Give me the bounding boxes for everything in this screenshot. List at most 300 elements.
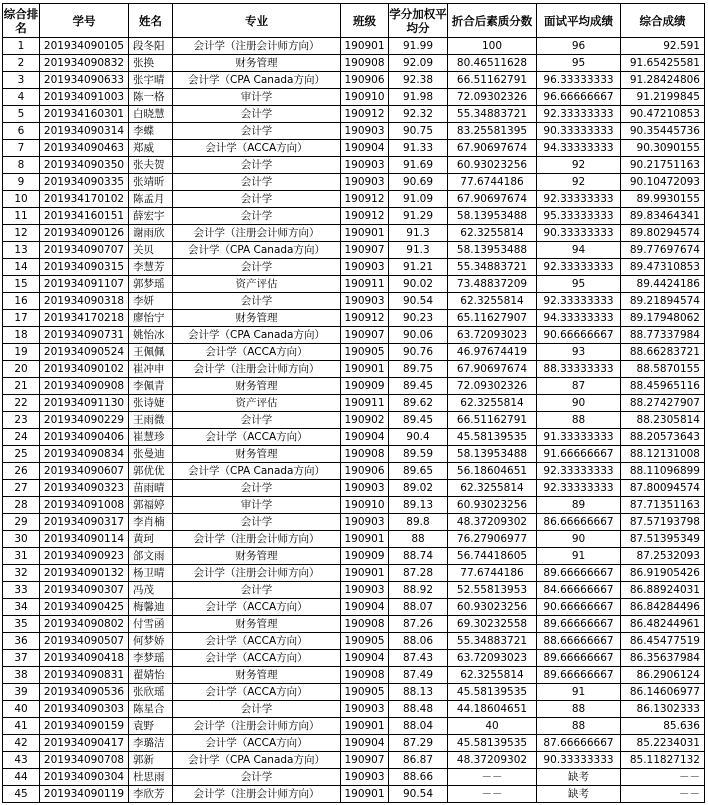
ranking-table xyxy=(2,3,705,803)
interview-score-cell: 90.66666667 xyxy=(537,599,621,616)
student-id-cell: 201934090303 xyxy=(40,701,129,718)
name-cell: 翟婧怡 xyxy=(129,667,173,684)
major-cell: 会计学（ACCA方向） xyxy=(173,633,341,650)
quality-score-cell: 48.37209302 xyxy=(448,752,537,769)
interview-score-cell: 92.33333333 xyxy=(537,106,621,123)
major-cell: 会计学（ACCA方向） xyxy=(173,140,341,157)
class-cell: 190901 xyxy=(341,786,389,803)
total-score-cell: 86.88924031 xyxy=(621,582,705,599)
name-cell: 李妍 xyxy=(129,293,173,310)
gpa-cell: 87.28 xyxy=(389,565,448,582)
total-score-cell: 85.636 xyxy=(621,718,705,735)
table-row xyxy=(3,786,705,803)
table-row xyxy=(3,327,705,344)
name-cell: 张诗婕 xyxy=(129,395,173,412)
name-cell: 张欣瑶 xyxy=(129,684,173,701)
gpa-cell: 90.02 xyxy=(389,276,448,293)
interview-score-cell: 90.33333333 xyxy=(537,123,621,140)
total-score-cell: 86.91905426 xyxy=(621,565,705,582)
rank-cell: 29 xyxy=(3,514,40,531)
class-cell: 190909 xyxy=(341,548,389,565)
gpa-cell: 90.4 xyxy=(389,429,448,446)
class-cell: 190904 xyxy=(341,599,389,616)
gpa-cell: 91.3 xyxy=(389,242,448,259)
major-cell: 财务管理 xyxy=(173,548,341,565)
table-row xyxy=(3,293,705,310)
total-score-cell: 86.2906124 xyxy=(621,667,705,684)
interview-score-cell: 95 xyxy=(537,276,621,293)
interview-score-cell: 90 xyxy=(537,395,621,412)
rank-cell: 6 xyxy=(3,123,40,140)
rank-cell: 9 xyxy=(3,174,40,191)
class-cell: 190912 xyxy=(341,310,389,327)
class-cell: 190907 xyxy=(341,327,389,344)
interview-score-cell: 92 xyxy=(537,174,621,191)
name-cell: 杨卫晴 xyxy=(129,565,173,582)
student-id-cell: 201934090105 xyxy=(40,38,129,55)
quality-score-cell: 62.3255814 xyxy=(448,225,537,242)
total-score-cell: 89.77697674 xyxy=(621,242,705,259)
student-id-cell: 201934090831 xyxy=(40,667,129,684)
rank-cell: 38 xyxy=(3,667,40,684)
student-id-cell: 201934090708 xyxy=(40,752,129,769)
rank-cell: 32 xyxy=(3,565,40,582)
name-cell: 陈孟月 xyxy=(129,191,173,208)
table-row xyxy=(3,531,705,548)
gpa-cell: 89.75 xyxy=(389,361,448,378)
rank-cell: 33 xyxy=(3,582,40,599)
gpa-cell: 87.49 xyxy=(389,667,448,684)
major-cell: 会计学（CPA Canada方向） xyxy=(173,242,341,259)
class-cell: 190901 xyxy=(341,38,389,55)
total-score-cell: 85.2234031 xyxy=(621,735,705,752)
major-cell: 会计学（CPA Canada方向） xyxy=(173,72,341,89)
class-cell: 190904 xyxy=(341,650,389,667)
interview-score-cell: 91.33333333 xyxy=(537,429,621,446)
student-id-cell: 201934090315 xyxy=(40,259,129,276)
quality-score-cell: 62.3255814 xyxy=(448,293,537,310)
table-row xyxy=(3,650,705,667)
gpa-cell: 90.76 xyxy=(389,344,448,361)
total-score-cell: 91.28424806 xyxy=(621,72,705,89)
interview-score-cell: 缺考 xyxy=(537,769,621,786)
quality-score-cell: 76.27906977 xyxy=(448,531,537,548)
header-gpa: 学分加权平均分 xyxy=(389,4,448,38)
interview-score-cell: 89.66666667 xyxy=(537,667,621,684)
class-cell: 190911 xyxy=(341,276,389,293)
quality-score-cell: 77.6744186 xyxy=(448,174,537,191)
table-row xyxy=(3,55,705,72)
gpa-cell: 92.32 xyxy=(389,106,448,123)
total-score-cell: 92.591 xyxy=(621,38,705,55)
table-row xyxy=(3,259,705,276)
student-id-cell: 201934090633 xyxy=(40,72,129,89)
table-row xyxy=(3,140,705,157)
gpa-cell: 91.21 xyxy=(389,259,448,276)
rank-cell: 12 xyxy=(3,225,40,242)
gpa-cell: 91.09 xyxy=(389,191,448,208)
header-class: 班级 xyxy=(341,4,389,38)
quality-score-cell: 58.13953488 xyxy=(448,446,537,463)
student-id-cell: 201934090304 xyxy=(40,769,129,786)
rank-cell: 45 xyxy=(3,786,40,803)
table-row xyxy=(3,718,705,735)
major-cell: 会计学（注册会计师方向） xyxy=(173,225,341,242)
major-cell: 会计学（注册会计师方向） xyxy=(173,531,341,548)
major-cell: 会计学（ACCA方向） xyxy=(173,684,341,701)
gpa-cell: 88.66 xyxy=(389,769,448,786)
total-score-cell: 87.51395349 xyxy=(621,531,705,548)
gpa-cell: 91.3 xyxy=(389,225,448,242)
quality-score-cell: 65.11627907 xyxy=(448,310,537,327)
quality-score-cell: 45.58139535 xyxy=(448,684,537,701)
major-cell: 财务管理 xyxy=(173,378,341,395)
interview-score-cell: 91.66666667 xyxy=(537,446,621,463)
student-id-cell: 201934090923 xyxy=(40,548,129,565)
rank-cell: 19 xyxy=(3,344,40,361)
student-id-cell: 201934090802 xyxy=(40,616,129,633)
class-cell: 190908 xyxy=(341,55,389,72)
gpa-cell: 87.43 xyxy=(389,650,448,667)
major-cell: 会计学（注册会计师方向） xyxy=(173,38,341,55)
quality-score-cell: －－ xyxy=(448,786,537,803)
interview-score-cell: 96.66666667 xyxy=(537,89,621,106)
table-row xyxy=(3,242,705,259)
gpa-cell: 89.13 xyxy=(389,497,448,514)
class-cell: 190905 xyxy=(341,344,389,361)
class-cell: 190908 xyxy=(341,616,389,633)
header-rank: 综合排名 xyxy=(3,4,40,38)
student-id-cell: 201934090318 xyxy=(40,293,129,310)
quality-score-cell: 62.3255814 xyxy=(448,667,537,684)
total-score-cell: 86.84284496 xyxy=(621,599,705,616)
interview-score-cell: 96.33333333 xyxy=(537,72,621,89)
total-score-cell: 91.2199845 xyxy=(621,89,705,106)
gpa-cell: 89.45 xyxy=(389,378,448,395)
total-score-cell: 86.14606977 xyxy=(621,684,705,701)
table-row xyxy=(3,582,705,599)
quality-score-cell: 55.34883721 xyxy=(448,259,537,276)
table-row xyxy=(3,225,705,242)
interview-score-cell: 92.33333333 xyxy=(537,293,621,310)
class-cell: 190903 xyxy=(341,293,389,310)
gpa-cell: 90.75 xyxy=(389,123,448,140)
table-row xyxy=(3,412,705,429)
major-cell: 财务管理 xyxy=(173,616,341,633)
table-row xyxy=(3,701,705,718)
gpa-cell: 88.06 xyxy=(389,633,448,650)
name-cell: 白晓慧 xyxy=(129,106,173,123)
student-id-cell: 201934090908 xyxy=(40,378,129,395)
name-cell: 郭梦瑶 xyxy=(129,276,173,293)
gpa-cell: 87.26 xyxy=(389,616,448,633)
major-cell: 会计学 xyxy=(173,769,341,786)
total-score-cell: －－ xyxy=(621,786,705,803)
rank-cell: 8 xyxy=(3,157,40,174)
table-body xyxy=(3,38,705,803)
table-row xyxy=(3,514,705,531)
student-id-cell: 201934160301 xyxy=(40,106,129,123)
student-id-cell: 201934090834 xyxy=(40,446,129,463)
table-row xyxy=(3,174,705,191)
name-cell: 李欣芳 xyxy=(129,786,173,803)
quality-score-cell: 46.97674419 xyxy=(448,344,537,361)
table-row xyxy=(3,752,705,769)
major-cell: 会计学（CPA Canada方向） xyxy=(173,752,341,769)
name-cell: 李慧芳 xyxy=(129,259,173,276)
quality-score-cell: 45.58139535 xyxy=(448,429,537,446)
name-cell: 崔慧珍 xyxy=(129,429,173,446)
interview-score-cell: 92 xyxy=(537,157,621,174)
rank-cell: 1 xyxy=(3,38,40,55)
gpa-cell: 89.62 xyxy=(389,395,448,412)
gpa-cell: 89.65 xyxy=(389,463,448,480)
interview-score-cell: 90.33333333 xyxy=(537,225,621,242)
interview-score-cell: 89 xyxy=(537,497,621,514)
major-cell: 资产评估 xyxy=(173,276,341,293)
total-score-cell: 89.80294574 xyxy=(621,225,705,242)
gpa-cell: 91.98 xyxy=(389,89,448,106)
table-row xyxy=(3,769,705,786)
name-cell: 陈一格 xyxy=(129,89,173,106)
table-row xyxy=(3,123,705,140)
rank-cell: 35 xyxy=(3,616,40,633)
major-cell: 会计学（ACCA方向） xyxy=(173,344,341,361)
name-cell: 郭福婷 xyxy=(129,497,173,514)
name-cell: 郑威 xyxy=(129,140,173,157)
rank-cell: 26 xyxy=(3,463,40,480)
name-cell: 梅馨迪 xyxy=(129,599,173,616)
name-cell: 袁野 xyxy=(129,718,173,735)
interview-score-cell: 87 xyxy=(537,378,621,395)
total-score-cell: 87.57193798 xyxy=(621,514,705,531)
gpa-cell: 89.8 xyxy=(389,514,448,531)
major-cell: 会计学 xyxy=(173,701,341,718)
major-cell: 会计学（注册会计师方向） xyxy=(173,565,341,582)
student-id-cell: 201934090536 xyxy=(40,684,129,701)
total-score-cell: 90.35445736 xyxy=(621,123,705,140)
class-cell: 190903 xyxy=(341,123,389,140)
student-id-cell: 201934090417 xyxy=(40,735,129,752)
rank-cell: 24 xyxy=(3,429,40,446)
gpa-cell: 88 xyxy=(389,531,448,548)
class-cell: 190911 xyxy=(341,395,389,412)
gpa-cell: 91.69 xyxy=(389,157,448,174)
interview-score-cell: 90 xyxy=(537,531,621,548)
student-id-cell: 201934090307 xyxy=(40,582,129,599)
student-id-cell: 201934090126 xyxy=(40,225,129,242)
name-cell: 郭新 xyxy=(129,752,173,769)
header-row xyxy=(3,4,705,38)
rank-cell: 34 xyxy=(3,599,40,616)
rank-cell: 10 xyxy=(3,191,40,208)
student-id-cell: 201934090731 xyxy=(40,327,129,344)
quality-score-cell: 60.93023256 xyxy=(448,497,537,514)
rank-cell: 41 xyxy=(3,718,40,735)
major-cell: 会计学 xyxy=(173,191,341,208)
rank-cell: 14 xyxy=(3,259,40,276)
rank-cell: 18 xyxy=(3,327,40,344)
table-row xyxy=(3,344,705,361)
rank-cell: 37 xyxy=(3,650,40,667)
quality-score-cell: 60.93023256 xyxy=(448,157,537,174)
rank-cell: 43 xyxy=(3,752,40,769)
gpa-cell: 88.74 xyxy=(389,548,448,565)
total-score-cell: 90.3090155 xyxy=(621,140,705,157)
quality-score-cell: 58.13953488 xyxy=(448,208,537,225)
table-row xyxy=(3,684,705,701)
major-cell: 会计学（ACCA方向） xyxy=(173,735,341,752)
rank-cell: 16 xyxy=(3,293,40,310)
table-row xyxy=(3,463,705,480)
student-id-cell: 201934090314 xyxy=(40,123,129,140)
quality-score-cell: 63.72093023 xyxy=(448,650,537,667)
class-cell: 190901 xyxy=(341,718,389,735)
quality-score-cell: 60.93023256 xyxy=(448,599,537,616)
class-cell: 190903 xyxy=(341,514,389,531)
major-cell: 财务管理 xyxy=(173,446,341,463)
student-id-cell: 201934090323 xyxy=(40,480,129,497)
name-cell: 郃文雨 xyxy=(129,548,173,565)
major-cell: 会计学 xyxy=(173,174,341,191)
interview-score-cell: 95.33333333 xyxy=(537,208,621,225)
class-cell: 190910 xyxy=(341,497,389,514)
name-cell: 陈星合 xyxy=(129,701,173,718)
interview-score-cell: 88.66666667 xyxy=(537,633,621,650)
class-cell: 190905 xyxy=(341,684,389,701)
gpa-cell: 88.48 xyxy=(389,701,448,718)
student-id-cell: 201934090418 xyxy=(40,650,129,667)
rank-cell: 13 xyxy=(3,242,40,259)
class-cell: 190912 xyxy=(341,208,389,225)
table-row xyxy=(3,395,705,412)
name-cell: 李梦瑶 xyxy=(129,650,173,667)
major-cell: 会计学 xyxy=(173,293,341,310)
interview-score-cell: 缺考 xyxy=(537,786,621,803)
class-cell: 190912 xyxy=(341,191,389,208)
major-cell: 会计学 xyxy=(173,582,341,599)
quality-score-cell: 72.09302326 xyxy=(448,378,537,395)
class-cell: 190906 xyxy=(341,463,389,480)
class-cell: 190906 xyxy=(341,72,389,89)
name-cell: 谢雨欣 xyxy=(129,225,173,242)
table-row xyxy=(3,208,705,225)
interview-score-cell: 89.66666667 xyxy=(537,650,621,667)
header-name: 姓名 xyxy=(129,4,173,38)
name-cell: 李蝶 xyxy=(129,123,173,140)
total-score-cell: 91.65425581 xyxy=(621,55,705,72)
major-cell: 会计学 xyxy=(173,123,341,140)
quality-score-cell: 55.34883721 xyxy=(448,633,537,650)
student-id-cell: 201934091008 xyxy=(40,497,129,514)
total-score-cell: 87.2532093 xyxy=(621,548,705,565)
quality-score-cell: 67.90697674 xyxy=(448,140,537,157)
major-cell: 会计学（ACCA方向） xyxy=(173,650,341,667)
major-cell: 会计学（注册会计师方向） xyxy=(173,786,341,803)
quality-score-cell: 67.90697674 xyxy=(448,191,537,208)
name-cell: 黄珂 xyxy=(129,531,173,548)
rank-cell: 15 xyxy=(3,276,40,293)
class-cell: 190901 xyxy=(341,531,389,548)
table-row xyxy=(3,310,705,327)
quality-score-cell: 63.72093023 xyxy=(448,327,537,344)
rank-cell: 5 xyxy=(3,106,40,123)
class-cell: 190904 xyxy=(341,140,389,157)
class-cell: 190907 xyxy=(341,752,389,769)
student-id-cell: 201934170102 xyxy=(40,191,129,208)
interview-score-cell: 88 xyxy=(537,701,621,718)
total-score-cell: 90.10472093 xyxy=(621,174,705,191)
class-cell: 190903 xyxy=(341,174,389,191)
table-row xyxy=(3,616,705,633)
table-row xyxy=(3,735,705,752)
header-student-id: 学号 xyxy=(40,4,129,38)
quality-score-cell: 69.30232558 xyxy=(448,616,537,633)
student-id-cell: 201934170218 xyxy=(40,310,129,327)
quality-score-cell: 100 xyxy=(448,38,537,55)
interview-score-cell: 88 xyxy=(537,718,621,735)
name-cell: 关贝 xyxy=(129,242,173,259)
rank-cell: 20 xyxy=(3,361,40,378)
name-cell: 张曼迪 xyxy=(129,446,173,463)
header-quality-score: 折合后素质分数 xyxy=(448,4,537,38)
interview-score-cell: 84.66666667 xyxy=(537,582,621,599)
quality-score-cell: 56.74418605 xyxy=(448,548,537,565)
class-cell: 190908 xyxy=(341,667,389,684)
quality-score-cell: 62.3255814 xyxy=(448,480,537,497)
table-row xyxy=(3,497,705,514)
total-score-cell: 88.5870155 xyxy=(621,361,705,378)
rank-cell: 2 xyxy=(3,55,40,72)
total-score-cell: 89.47310853 xyxy=(621,259,705,276)
table-row xyxy=(3,106,705,123)
total-score-cell: 88.45965116 xyxy=(621,378,705,395)
name-cell: 何梦娇 xyxy=(129,633,173,650)
major-cell: 财务管理 xyxy=(173,55,341,72)
total-score-cell: 89.21894574 xyxy=(621,293,705,310)
total-score-cell: 89.4424186 xyxy=(621,276,705,293)
major-cell: 资产评估 xyxy=(173,395,341,412)
interview-score-cell: 93 xyxy=(537,344,621,361)
rank-cell: 7 xyxy=(3,140,40,157)
gpa-cell: 91.29 xyxy=(389,208,448,225)
table-row xyxy=(3,480,705,497)
quality-score-cell: 66.51162791 xyxy=(448,412,537,429)
major-cell: 会计学（注册会计师方向） xyxy=(173,718,341,735)
name-cell: 崔冲申 xyxy=(129,361,173,378)
class-cell: 190903 xyxy=(341,259,389,276)
name-cell: 王雨微 xyxy=(129,412,173,429)
major-cell: 会计学（CPA Canada方向） xyxy=(173,327,341,344)
gpa-cell: 90.06 xyxy=(389,327,448,344)
name-cell: 郭优优 xyxy=(129,463,173,480)
student-id-cell: 201934090317 xyxy=(40,514,129,531)
name-cell: 张靖昕 xyxy=(129,174,173,191)
total-score-cell: 88.12131008 xyxy=(621,446,705,463)
class-cell: 190909 xyxy=(341,378,389,395)
quality-score-cell: 80.46511628 xyxy=(448,55,537,72)
interview-score-cell: 88.33333333 xyxy=(537,361,621,378)
interview-score-cell: 86.66666667 xyxy=(537,514,621,531)
name-cell: 张夫贺 xyxy=(129,157,173,174)
rank-cell: 3 xyxy=(3,72,40,89)
interview-score-cell: 94 xyxy=(537,242,621,259)
gpa-cell: 86.87 xyxy=(389,752,448,769)
total-score-cell: 88.20573643 xyxy=(621,429,705,446)
interview-score-cell: 91 xyxy=(537,684,621,701)
name-cell: 李璐洁 xyxy=(129,735,173,752)
total-score-cell: 89.9930155 xyxy=(621,191,705,208)
